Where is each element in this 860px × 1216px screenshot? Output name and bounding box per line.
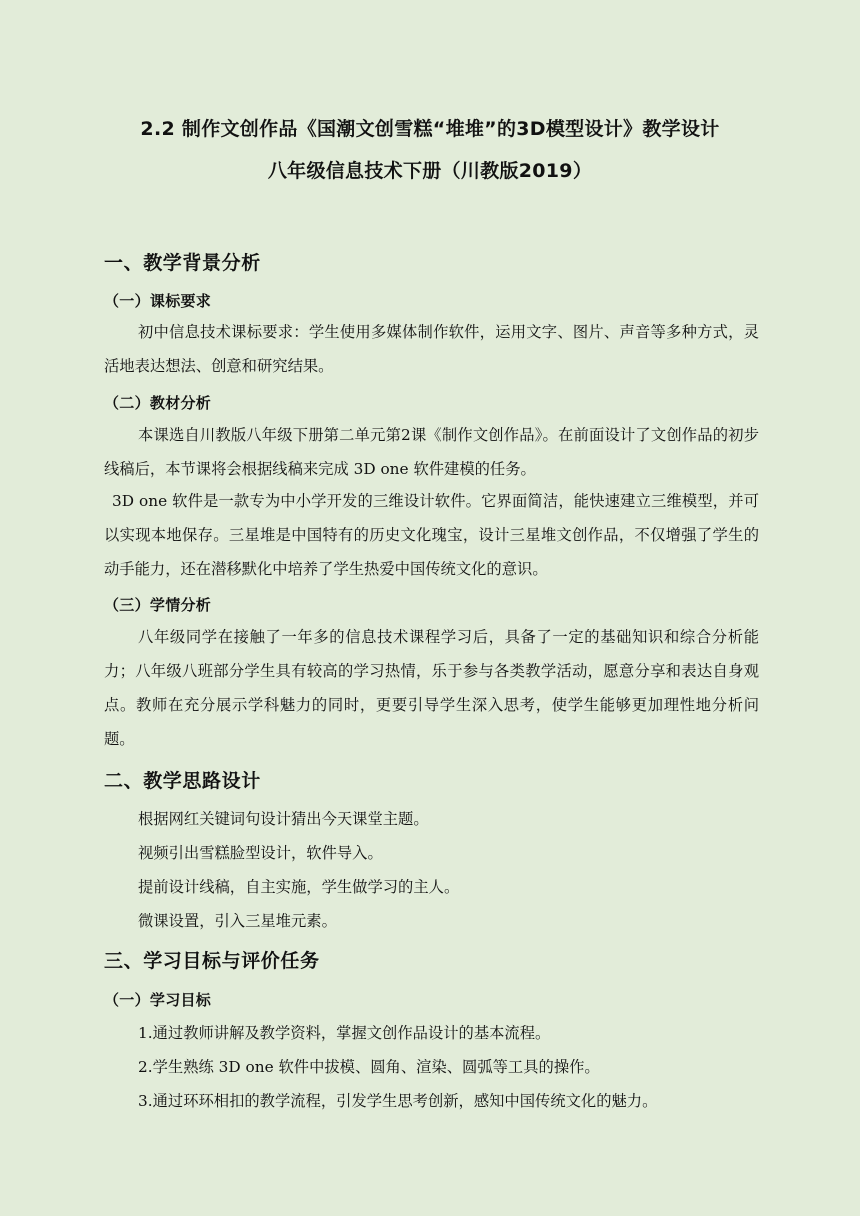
subsection-heading-textbook: （二）教材分析 [104, 394, 212, 412]
learning-goal-item: 3.通过环环相扣的教学流程，引发学生思考创新，感知中国传统文化的魅力。 [138, 1092, 658, 1110]
teaching-idea-line: 根据网红关键词句设计猜出今天课堂主题。 [138, 810, 429, 828]
section-heading-teaching-ideas: 二、教学思路设计 [104, 770, 261, 792]
teaching-idea-line: 微课设置，引入三星堆元素。 [138, 912, 337, 930]
subsection-heading-curriculum: （一）课标要求 [104, 292, 212, 310]
learning-goal-item: 2.学生熟练 3D one 软件中拔模、圆角、渲染、圆弧等工具的操作。 [138, 1058, 600, 1076]
document-subtitle: 八年级信息技术下册（川教版2019） [267, 160, 593, 182]
teaching-idea-line: 视频引出雪糕脸型设计，软件导入。 [138, 844, 383, 862]
paragraph-textbook-2: 3D one 软件是一款专为中小学开发的三维设计软件。它界面简洁，能快速建立三维模型，并可以实现本地保存。三星堆是中国特有的历史文化瑰宝，设计三星堆文创作品，不仅增强了学生的动手能力，还在潜移默化中培养了学生热爱中国传统文化的意识。 [104, 492, 759, 578]
section-heading-objectives: 三、学习目标与评价任务 [104, 950, 320, 972]
document-title: 2.2 制作文创作品《国潮文创雪糕“堆堆”的3D模型设计》教学设计 [140, 118, 720, 140]
section-heading-background: 一、教学背景分析 [104, 252, 261, 274]
paragraph-curriculum: 初中信息技术课标要求：学生使用多媒体制作软件，运用文字、图片、声音等多种方式，灵活地表达想法、创意和研究结果。 [104, 323, 759, 375]
learning-goal-item: 1.通过教师讲解及教学资料，掌握文创作品设计的基本流程。 [138, 1024, 551, 1042]
subsection-heading-learners: （三）学情分析 [104, 596, 212, 614]
subsection-heading-learning-goals: （一）学习目标 [104, 991, 212, 1009]
paragraph-textbook-1: 本课选自川教版八年级下册第二单元第2课《制作文创作品》。在前面设计了文创作品的初步线稿后，本节课将会根据线稿来完成 3D one 软件建模的任务。 [104, 426, 759, 478]
teaching-idea-line: 提前设计线稿，自主实施，学生做学习的主人。 [138, 878, 460, 896]
paragraph-learners: 八年级同学在接触了一年多的信息技术课程学习后，具备了一定的基础知识和综合分析能力；八年级八班部分学生具有较高的学习热情，乐于参与各类教学活动，愿意分享和表达自身观点。教师在充分展示学科魅力的同时，更要引导学生深入思考，使学生能够更加理性地分析问题。 [104, 628, 759, 748]
